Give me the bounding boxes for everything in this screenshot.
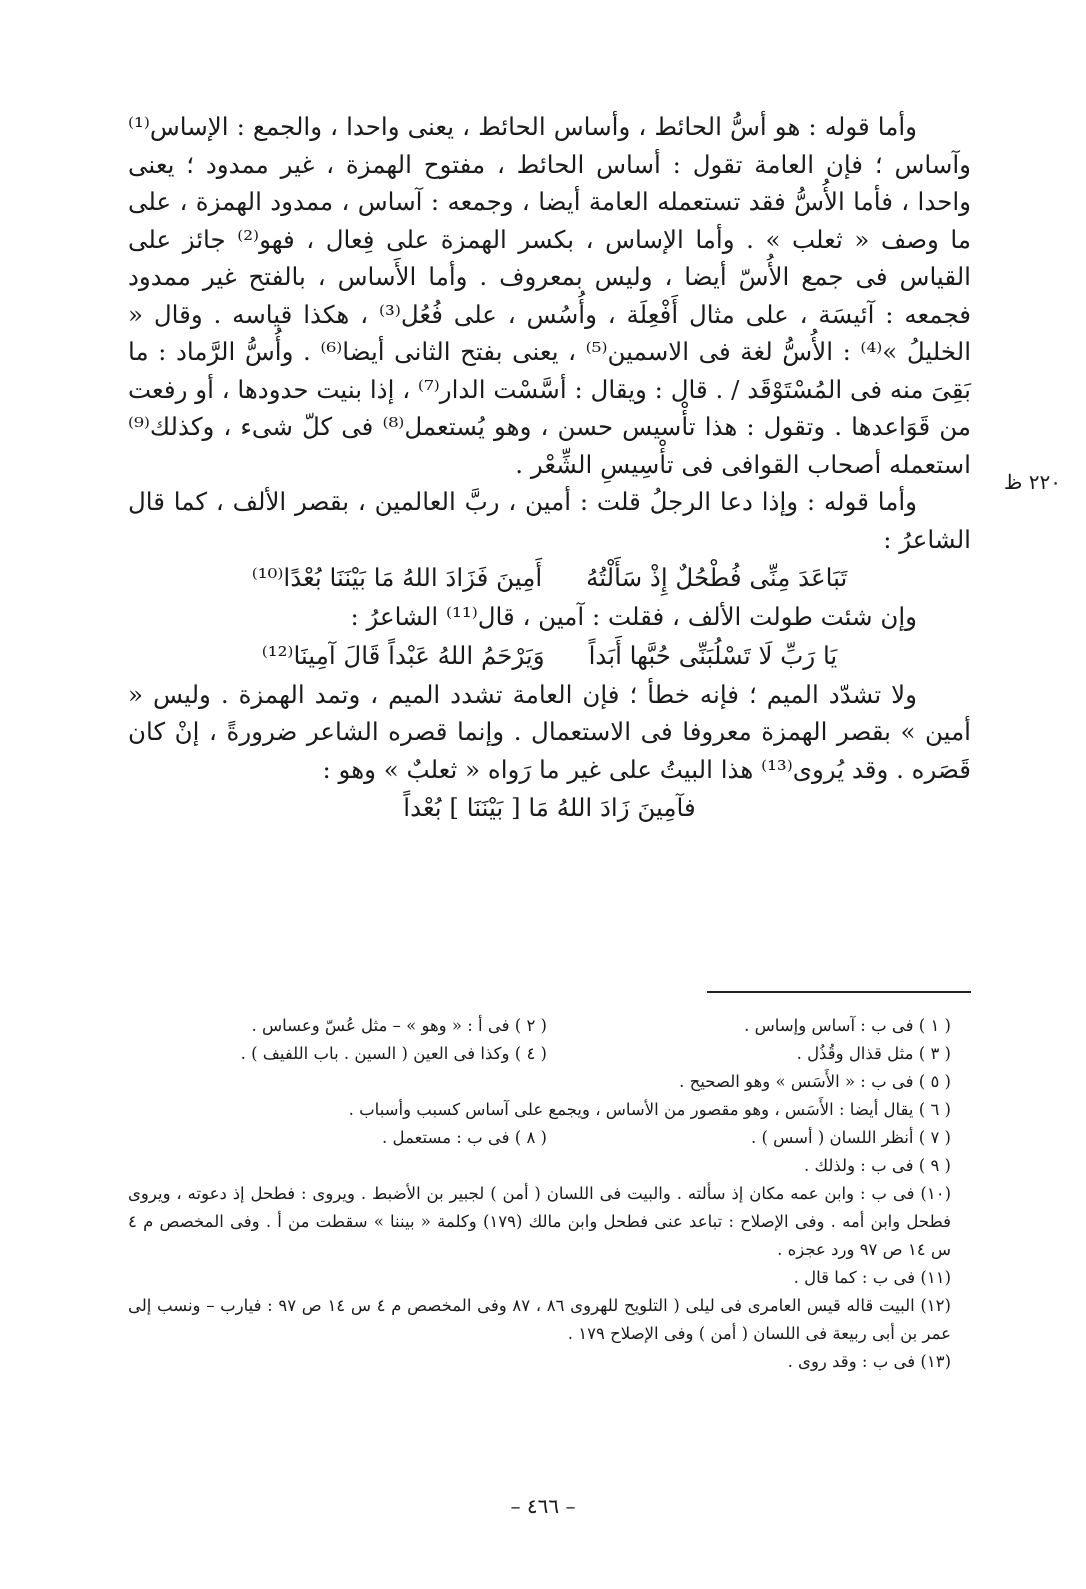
paragraph-tashdid: ولا تشدّد الميم ؛ فإنه خطأ ؛ فإن العامة تشدد الميم ، وتمد الهمزة . وليس « أمين » بقصر الهمزة معروفا فى الاستعمال . وإنما قصره الشاعر ضرورةً ، إنْ كان قَصَره . وقد يُروى⁽¹³⁾ هذا البيتُ على غير ما رَواه « ثعلبٌ » وهو : (128, 679, 971, 784)
footnotes (128, 1012, 973, 1376)
verse-1-first-hemistich: تَبَاعَدَ مِنِّى فُطْحُلٌ إِذْ سَأَلْتُهُ (586, 563, 848, 592)
footnote-row (128, 1040, 973, 1068)
footnote-5: ( ٥ ) فى ب : « الأَسَس » وهو الصحيح . (679, 1072, 951, 1091)
footnote-13: (١٣) فى ب : وقد روى . (787, 1352, 951, 1371)
footnote-separator (707, 991, 971, 993)
footnote-4: ( ٤ ) وكذا فى العين ( السين . باب اللفيف ) . (240, 1044, 547, 1063)
footnote-8: ( ٨ ) فى ب : مستعمل . (382, 1128, 547, 1147)
footnote-2: ( ٢ ) فى أ : « وهو » – مثل عُسّ وعساس . (251, 1016, 547, 1035)
footnote-6: ( ٦ ) يقال أيضا : الأَسَس ، وهو مقصور من الأساس ، ويجمع على آساس كسبب وأسباب . (348, 1100, 951, 1119)
verse-1 (128, 558, 971, 598)
footnote-3: ( ٣ ) مثل قذال وقُذُل . (796, 1044, 951, 1063)
page-number: – ٤٦٦ – (510, 1494, 576, 1518)
verse-2 (128, 636, 971, 676)
footnote-10: (١٠) فى ب : وابن عمه مكان إذ سألته . والبيت فى اللسان ( أمن ) لجبير بن الأضبط . ويروى : فطحل إذ دعوته ، ويروى فطحل وابن أمه . وفى الإصلاح : تباعد عنى فطحل وابن مالك (١٧٩) وكلمة « بيننا » سقطت من أ . وفى المخصص م ٤ س ١٤ ص ٩٧ ورد عجزه . (128, 1184, 951, 1259)
footnote-9: ( ٩ ) فى ب : ولذلك . (803, 1156, 951, 1175)
footnote-12: (١٢) البيت قاله قيس العامرى فى ليلى ( التلويح للهروى ٨٦ ، ٨٧ وفى المخصص م ٤ س ١٤ ص ٩٧ : فيارب – ونسب إلى عمر بن أبى ربيعة فى اللسان ( أمن ) وفى الإصلاح ١٧٩ . (128, 1296, 951, 1343)
main-text (128, 108, 971, 828)
paragraph-asas: وأما قوله : هو أسُّ الحائط ، وأساس الحائط ، يعنى واحدا ، والجمع : الإساس⁽¹⁾ وآساس ؛ فإن العامة تقول : أساس الحائط ، مفتوح الهمزة ، غير ممدود ؛ يعنى واحدا ، فأما الأُسُّ فقد تستعمله العامة أيضا ، وجمعه : آساس ، ممدود الهمزة ، على ما وصف « ثعلب » . وأما الإساس ، بكسر الهمزة على فِعال ، فهو⁽²⁾ جائز على القياس فى جمع الأُسّ أيضا ، وليس بمعروف . وأما الأَساس ، بالفتح غير ممدود فجمعه : آئيسَة ، على مثال أَفْعِلَة ، وأُسُس ، على فُعُل⁽³⁾ ، هكذا قياسه . وقال « الخليلُ »⁽⁴⁾ : الأُسُّ لغة فى الاسمين⁽⁵⁾ ، يعنى بفتح الثانى أيضا⁽⁶⁾ . وأُسُّ الرَّماد : ما بَقِىَ منه فى المُسْتَوْقَد / . قال : ويقال : أسَّسْت الدار⁽⁷⁾ ، إذا بنيت حدودها ، أو رفعت من قَوَاعدها . وتقول : هذا تأْسيس حسن ، وهو يُستعمل⁽⁸⁾ فى كلّ شىء ، وكذلك⁽⁹⁾ استعمله أصحاب القوافى فى تأْسِيسِ الشِّعْر . (128, 112, 972, 479)
margin-folio-note: ٢٢٠ ظ (1003, 470, 1061, 494)
footnote-7: ( ٧ ) أنظر اللسان ( أسس ) . (750, 1128, 951, 1147)
verse-2-second-hemistich: وَيَرْحَمُ اللهُ عَبْداً قَالَ آمِينَا⁽¹²⁾ (261, 640, 545, 670)
verse-3 (128, 788, 971, 828)
footnote-row (128, 1124, 973, 1152)
footnote-1: ( ١ ) فى ب : آساس وإساس . (744, 1016, 951, 1035)
footnote-11: (١١) فى ب : كما قال . (793, 1268, 951, 1287)
verse-2-first-hemistich: يَا رَبِّ لَا تَسْلُبَنِّى حُبَّها أَبَداً (588, 640, 838, 670)
paragraph-amin-intro: وأما قوله : وإذا دعا الرجلُ قلت : أمين ، ربَّ العالمين ، بقصر الألف ، كما قال الشاعرُ : (128, 487, 971, 554)
verse-1-second-hemistich: أَمِينَ فَزَادَ اللهُ مَا بَيْنَنَا بُعْدًا⁽¹⁰⁾ (251, 563, 543, 592)
verse-3-hemistich: فآمِينَ زَادَ اللهُ مَا [ بَيْنَنَا ] بُعْداً (403, 793, 696, 822)
paragraph-amin-long: وإن شئت طولت الألف ، فقلت : آمين ، قال⁽¹¹⁾ الشاعرُ : (350, 602, 917, 631)
footnote-row (128, 1012, 973, 1040)
